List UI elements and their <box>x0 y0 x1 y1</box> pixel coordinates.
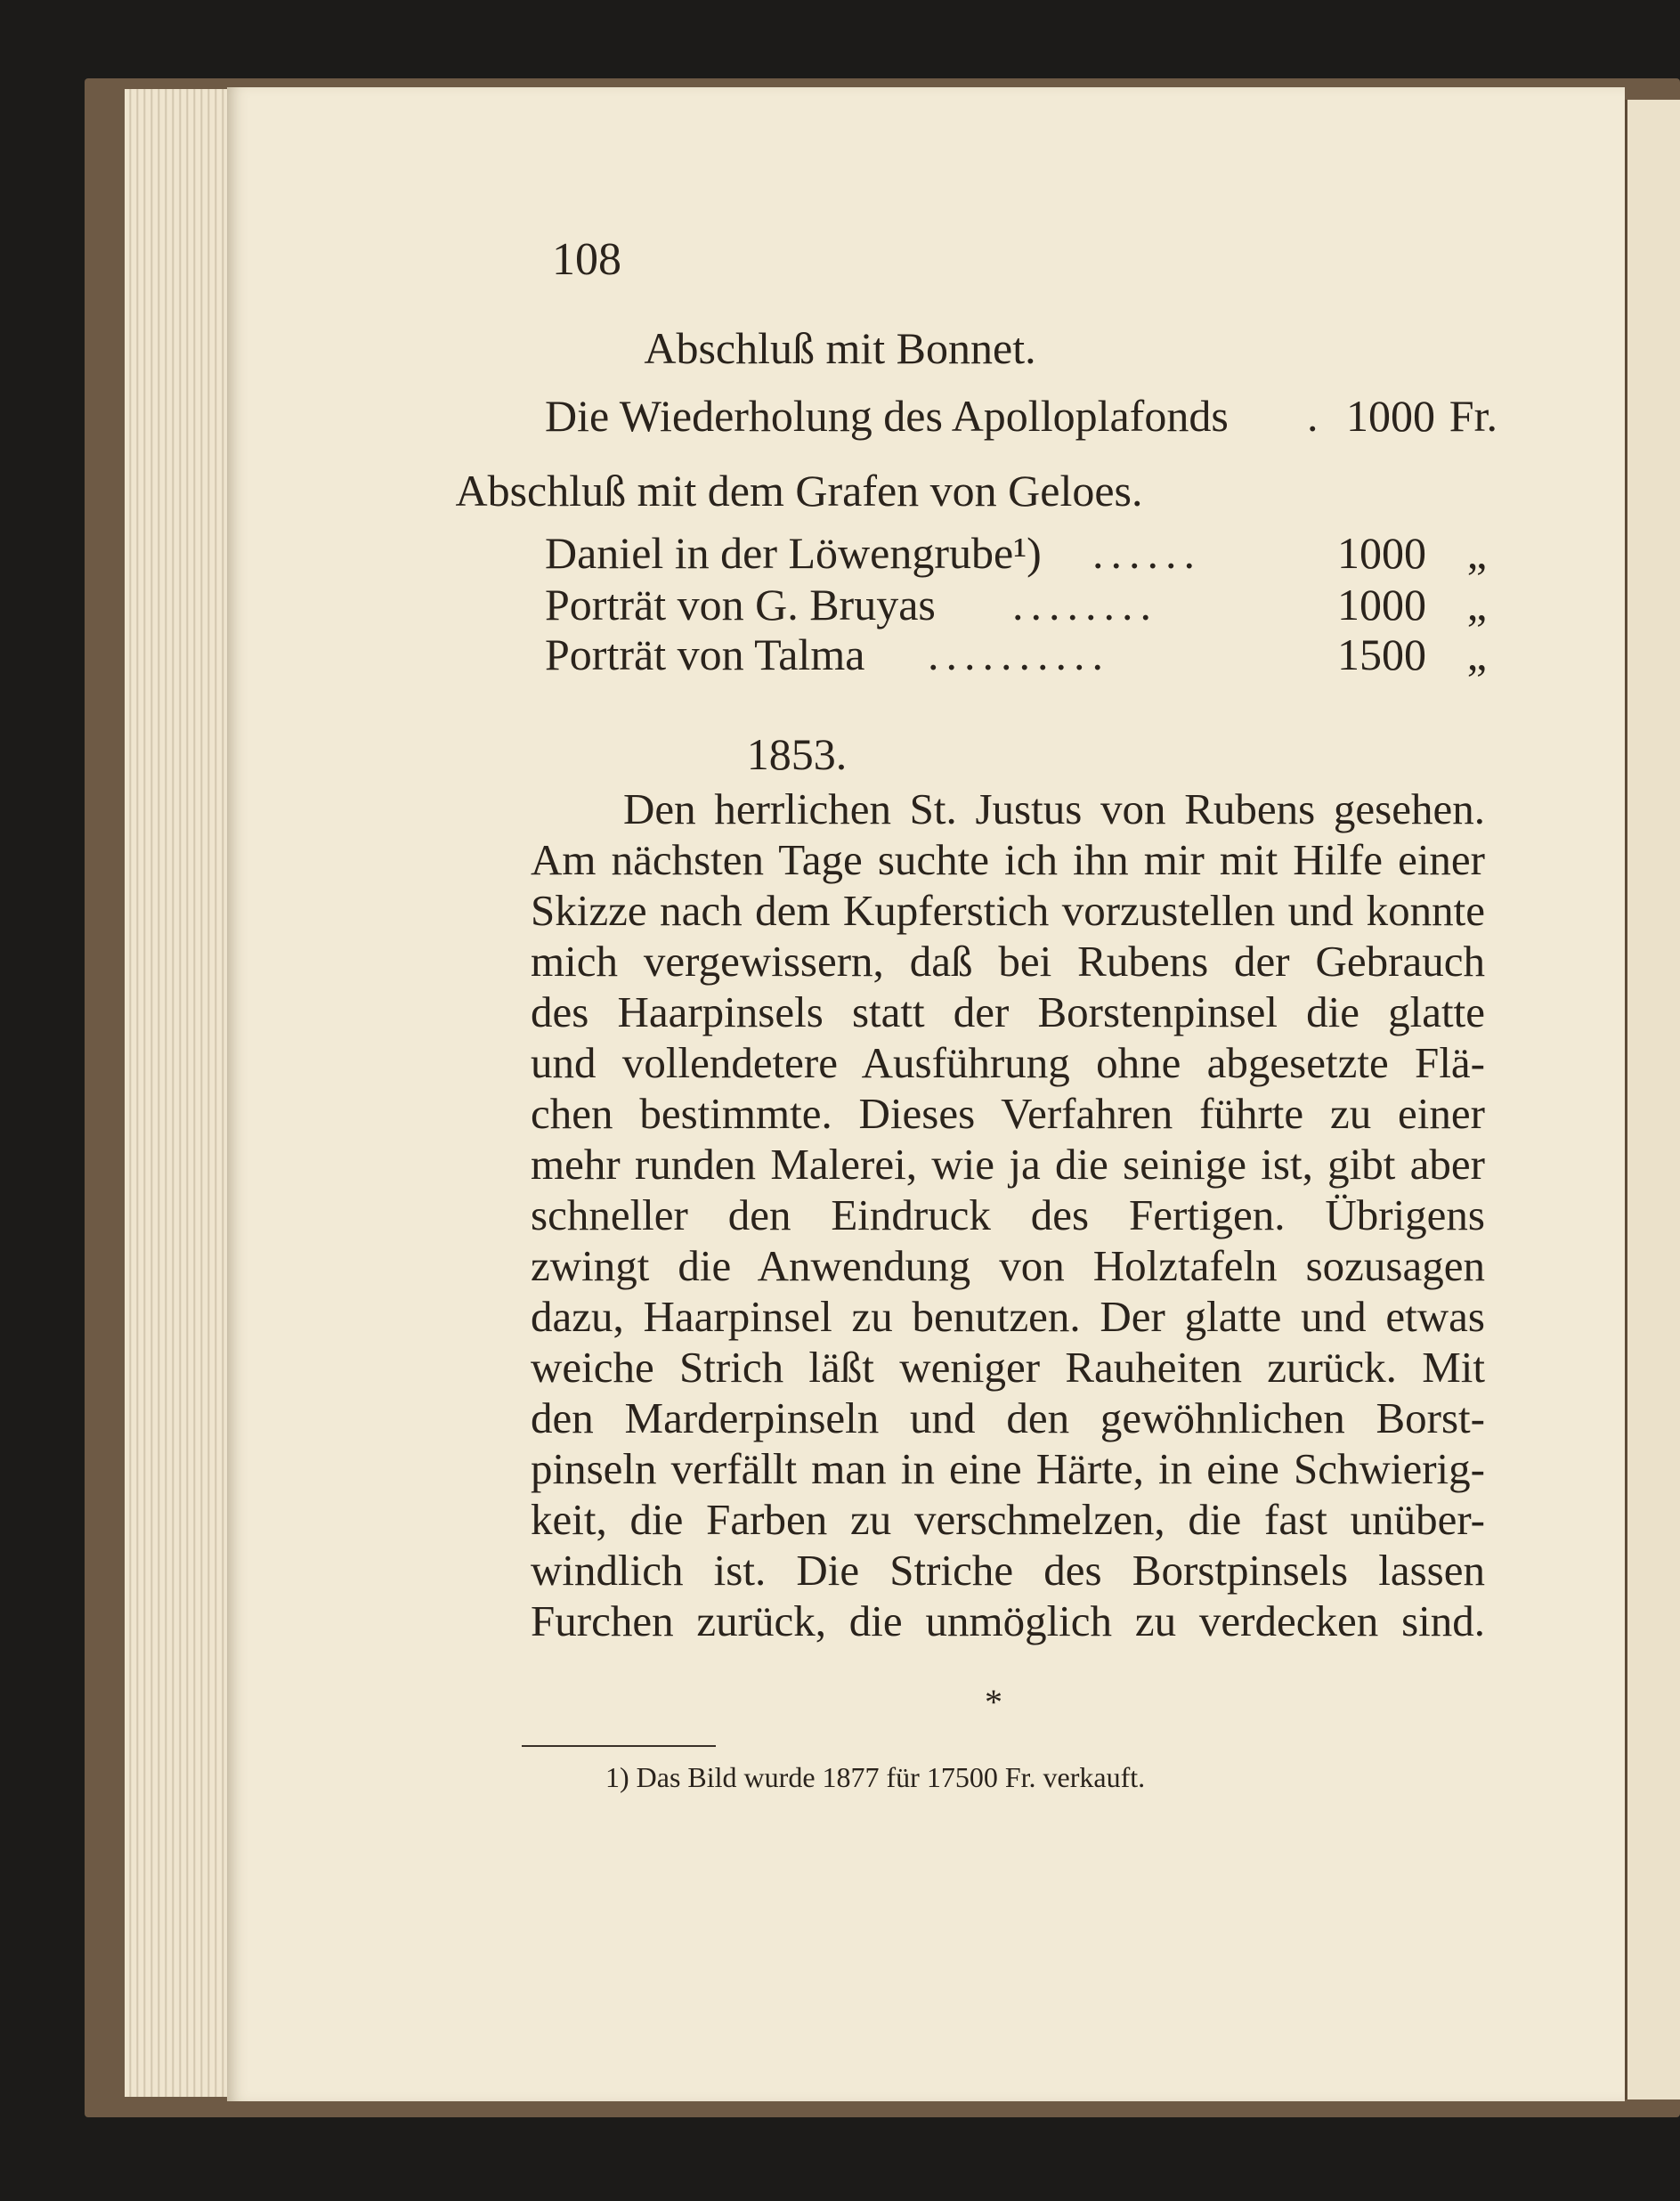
entry-dots: ...... <box>1092 528 1202 578</box>
entry-amount: 1000 <box>1337 528 1426 578</box>
entry-label: Die Wiederholung des Apolloplafonds <box>545 391 1229 441</box>
page-number: 108 <box>552 234 621 285</box>
footnote-rule <box>522 1745 716 1747</box>
paragraph-line: zwingt die Anwendung von Holztafeln sozusagen <box>531 1241 1485 1290</box>
footnote <box>605 1761 1145 1794</box>
paragraph-line: mehr runden Malerei, wie ja die seinige ist, gibt aber <box>531 1140 1485 1189</box>
paragraph-line: schneller den Eindruck des Fertigen. Übrigens <box>531 1190 1485 1239</box>
paragraph-line: chen bestimmte. Dieses Verfahren führte zu einer <box>531 1089 1485 1138</box>
entry-label: Porträt von G. Bruyas <box>545 580 936 629</box>
footnote-marker: 1) <box>605 1761 629 1793</box>
entry-unit: „ <box>1466 528 1487 578</box>
entry-unit: Fr. <box>1449 391 1497 441</box>
paragraph-line: des Haarpinsels statt der Borstenpinsel die glatte <box>531 987 1485 1036</box>
entry-dots: . <box>1307 391 1326 441</box>
entry-amount: 1000 <box>1337 580 1426 629</box>
entry-dots: .......... <box>928 629 1110 679</box>
facing-page-edge <box>1622 100 1680 2099</box>
body-paragraph <box>531 784 1485 1646</box>
section-heading-bonnet: Abschluß mit Bonnet. <box>644 323 1036 373</box>
entry-row <box>545 629 1497 682</box>
paragraph-line: Den herrlichen St. Justus von Rubens gesehen. <box>623 784 1485 833</box>
entry-row <box>545 527 1497 581</box>
entry-unit: „ <box>1466 629 1487 679</box>
paragraph-line: Furchen zurück, die unmöglich zu verdecken sind. <box>531 1596 1485 1645</box>
entry-amount: 1500 <box>1337 629 1426 679</box>
section-ornament: * <box>985 1682 1002 1722</box>
paragraph-line: Am nächsten Tage suchte ich ihn mir mit Hilfe einer <box>531 835 1485 884</box>
paragraph-line: keit, die Farben zu verschmelzen, die fast unüber- <box>531 1495 1485 1544</box>
footnote-text: Das Bild wurde 1877 für 17500 Fr. verkauft. <box>636 1761 1146 1793</box>
entry-label: Porträt von Talma <box>545 629 865 679</box>
paragraph-line: windlich ist. Die Striche des Borstpinsels lassen <box>531 1546 1485 1595</box>
paragraph-line: dazu, Haarpinsel zu benutzen. Der glatte und etwas <box>531 1292 1485 1341</box>
entry-unit: „ <box>1466 580 1487 629</box>
entry-row <box>545 390 1497 443</box>
paragraph-line: und vollendetere Ausführung ohne abgesetzte Flä- <box>531 1038 1485 1087</box>
paragraph-line: weiche Strich läßt weniger Rauheiten zurück. Mit <box>531 1343 1485 1392</box>
paragraph-line: den Marderpinseln und den gewöhnlichen Borst- <box>531 1393 1485 1442</box>
section-heading-geloes: Abschluß mit dem Grafen von Geloes. <box>455 466 1143 516</box>
paragraph-line: Skizze nach dem Kupferstich vorzustellen und konnte <box>531 886 1485 935</box>
entry-amount: 1000 <box>1346 391 1435 441</box>
entry-label: Daniel in der Löwengrube¹) <box>545 528 1042 578</box>
entry-row <box>545 579 1497 632</box>
paragraph-line: mich vergewissern, daß bei Rubens der Gebrauch <box>531 937 1485 986</box>
paragraph-line: pinseln verfällt man in eine Härte, in eine Schwierig- <box>531 1444 1485 1493</box>
entry-dots: ........ <box>1012 580 1158 629</box>
year-heading: 1853. <box>746 729 848 779</box>
